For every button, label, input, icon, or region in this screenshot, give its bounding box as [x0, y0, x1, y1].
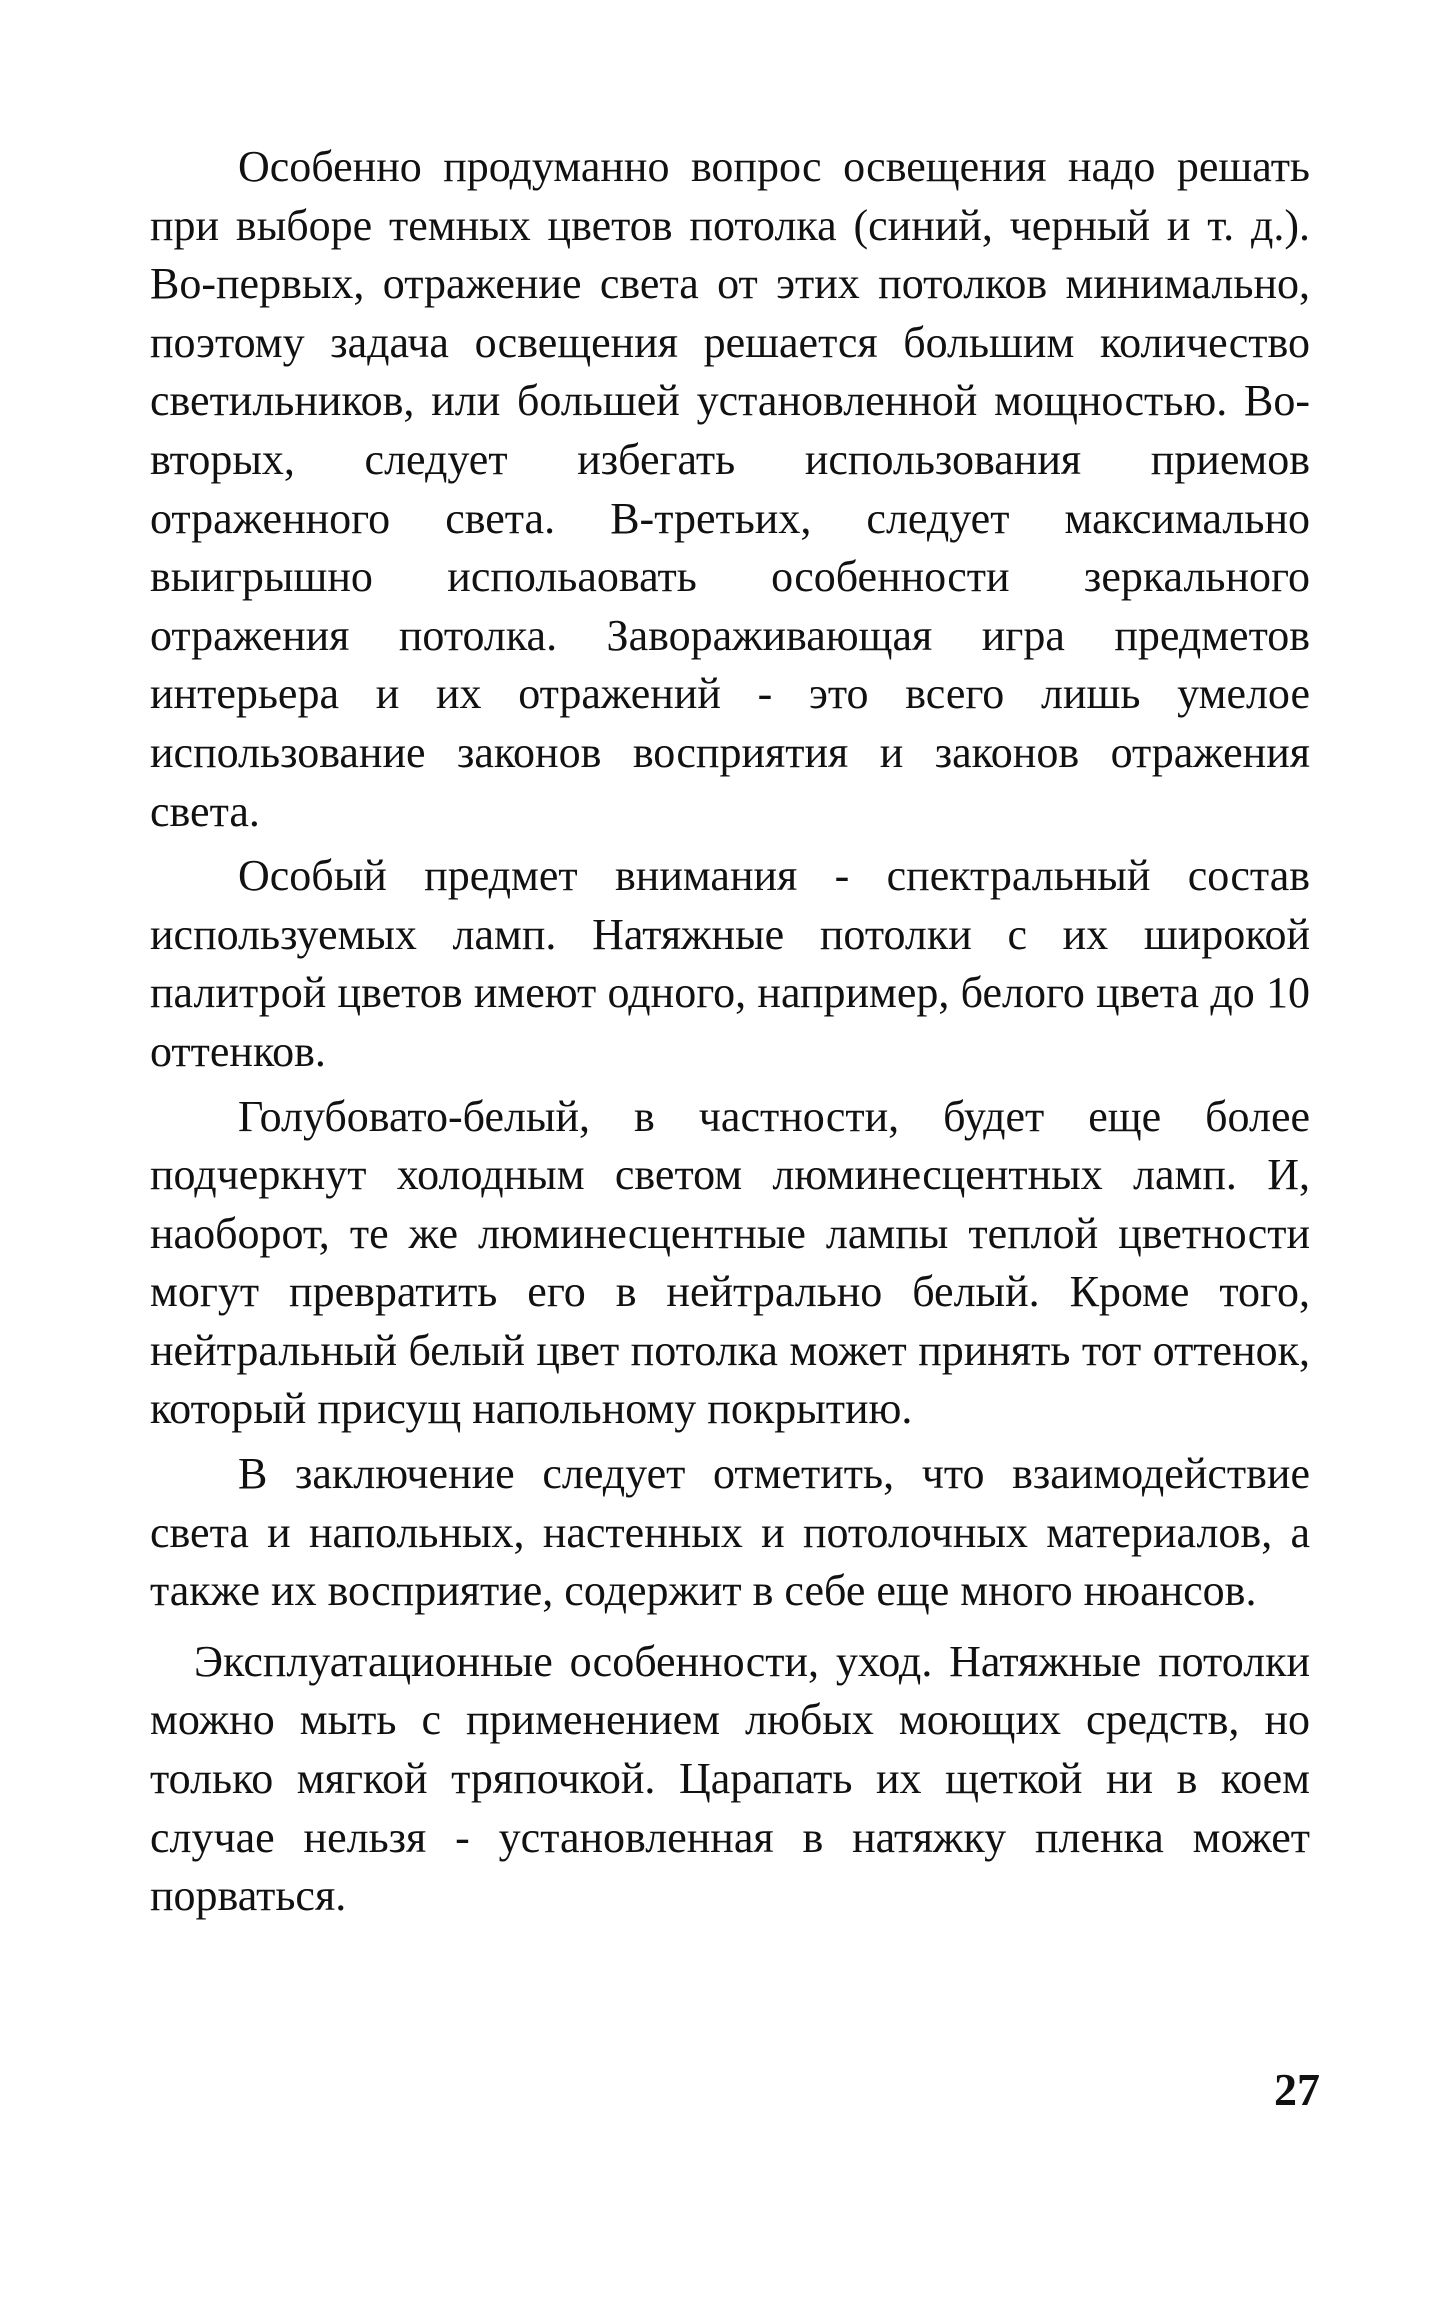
- paragraph-conclusion: В заключение следует отметить, что взаимодействие света и напольных, настенных и потолочных материалов, а также их восприятие, содержит в себе еще много нюансов.: [150, 1449, 1310, 1616]
- page-number: 27: [1274, 2064, 1320, 2115]
- paragraph-bluish-white: Голубовато-белый, в частности, будет еще более подчеркнут холодным светом люминесцентных ламп. И, наоборот, те же люминесцентные лампы теплой цветности могут превратить его в нейтрально белый. Кроме того, нейтральный белый цвет потолка может принять тот оттенок, который присущ напольному покрытию.: [150, 1091, 1310, 1434]
- paragraph-lamp-spectrum: Особый предмет внимания - спектральный состав используемых ламп. Натяжные потолки с их широкой палитрой цветов имеют одного, например, белого цвета до 10 оттенков.: [150, 851, 1310, 1076]
- paragraph-lighting-dark-ceilings: Особенно продуманно вопрос освещения надо решать при выборе темных цветов потолка (синий, черный и т. д.). Во-первых, отражение света от этих потолков минимально, поэтому задача освещения решается большим количество светильников, или большей установленной мощностью. Во-вторых, следует избегать использования приемов отраженного света. В-третьих, следует максимально выигрышно испольаовать особенности зеркального отражения потолка. Завораживающая игра предметов интерьера и их отражений - это всего лишь умелое использование законов восприятия и законов отражения света.: [150, 142, 1310, 836]
- body-text: [150, 138, 1310, 1926]
- paragraph-maintenance: Эксплуатационные особенности, уход. Натяжные потолки можно мыть с применением любых моющих средств, но только мягкой тряпочкой. Царапать их щеткой ни в коем случае нельзя - установленная в натяжку пленка может порваться.: [150, 1636, 1310, 1921]
